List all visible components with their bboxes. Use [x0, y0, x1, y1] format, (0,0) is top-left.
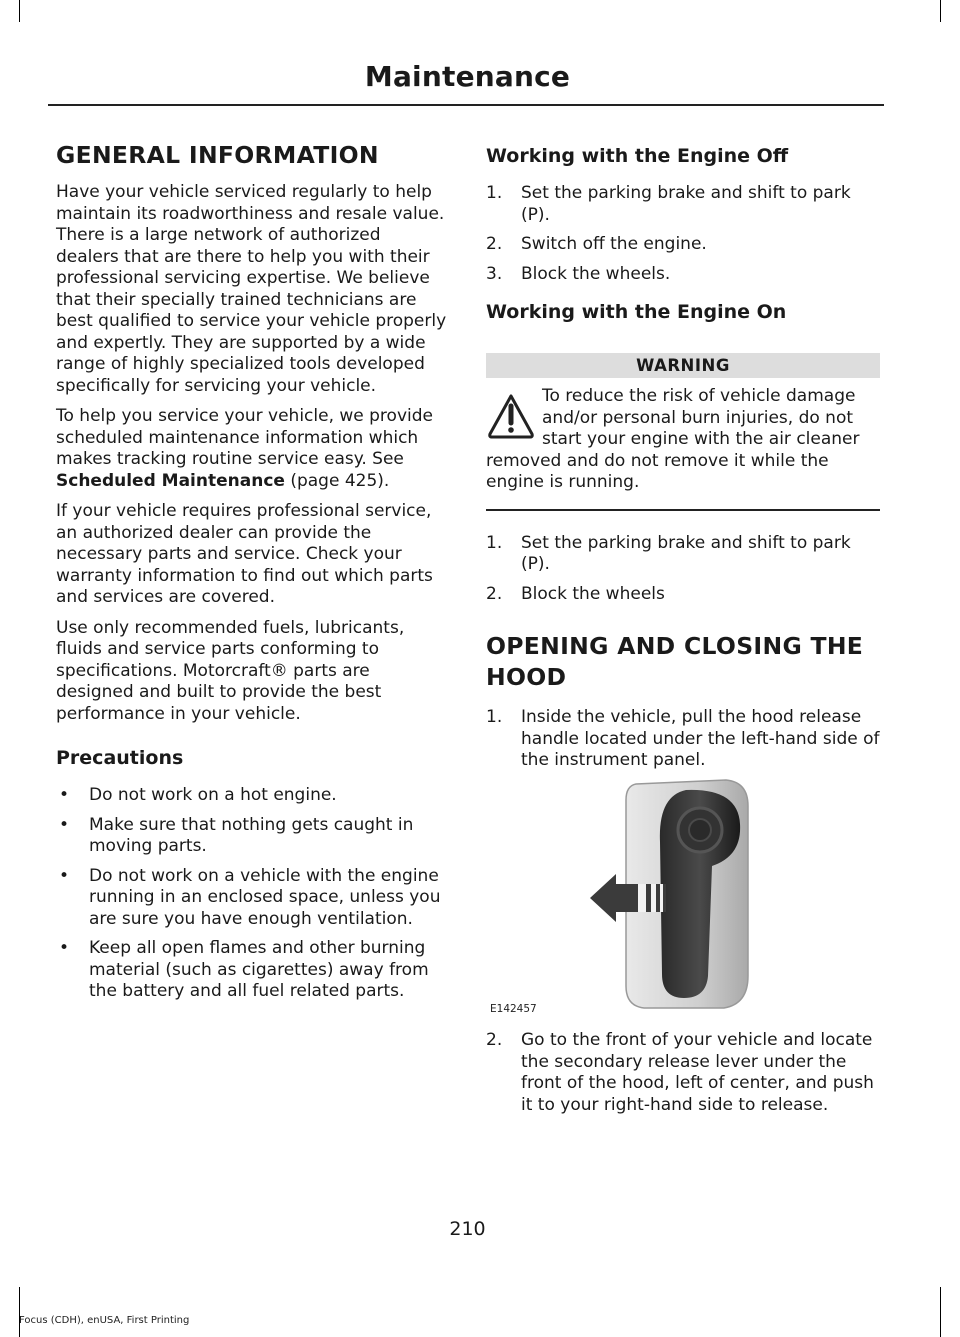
- precautions-list: [56, 785, 448, 1003]
- engine-off-steps: [486, 183, 880, 285]
- list-item: 1. Inside the vehicle, pull the hood release handle located under the left-hand side of the instrument panel.: [486, 707, 880, 770]
- bullet: •: [59, 814, 70, 835]
- paragraph: Use only recommended fuels, lubricants, fluids and service parts conforming to specifications. Motorcraft® parts are designed and built to provide the best performance in your vehicle.: [56, 617, 405, 724]
- list-item: 2. Block the wheels: [486, 583, 665, 604]
- paragraph: To help you service your vehicle, we provide scheduled maintenance information which makes tracking routine service easy. See Scheduled Maintenance (page 425).: [56, 406, 433, 491]
- header-divider: [48, 104, 884, 106]
- crop-mark: [19, 0, 20, 22]
- crop-mark: [19, 1287, 20, 1337]
- list-item: 2. Go to the front of your vehicle and locate the secondary release lever under the front of the hood, left of center, and push it to your right-hand side to release.: [486, 1030, 874, 1115]
- hood-steps: [486, 707, 880, 772]
- right-column: [486, 143, 880, 780]
- list-item: • Do not work on a hot engine.: [59, 785, 337, 805]
- hood-step-2-container: [486, 1030, 880, 1124]
- hood-release-handle-illustration: [486, 776, 880, 1020]
- list-item: 3. Block the wheels.: [486, 263, 671, 284]
- figure-code: E142457: [490, 1003, 537, 1015]
- bullet: •: [59, 785, 70, 805]
- warning-divider: [486, 509, 880, 511]
- engine-on-steps: [486, 533, 880, 606]
- crop-mark: [940, 1287, 941, 1337]
- list-item: • Do not work on a vehicle with the engine running in an enclosed space, unless you are sure you have enough ventilation.: [59, 865, 441, 929]
- hood-steps-continued: [486, 1030, 880, 1116]
- paragraph: Have your vehicle serviced regularly to help maintain its roadworthiness and resale value. There is a large network of authorized dealers that are there to help you with their professional servicing expertise. We believe that their specially trained technicians are best qualified to service your vehicle properly and expertly. They are supported by a wide range of highly specialized tools developed specifically for servicing your vehicle.: [56, 182, 447, 396]
- section-heading-hood: OPENING AND CLOSING THE HOOD: [486, 632, 864, 691]
- subheading-engine-off: Working with the Engine Off: [486, 145, 789, 167]
- list-item: • Make sure that nothing gets caught in moving parts.: [59, 814, 414, 856]
- section-heading-general-information: GENERAL INFORMATION: [56, 141, 379, 169]
- crop-mark: [940, 0, 941, 22]
- list-item: 1. Set the parking brake and shift to park (P).: [486, 532, 851, 574]
- warning-label: WARNING: [486, 353, 880, 378]
- cross-reference-link[interactable]: Scheduled Maintenance: [56, 470, 285, 491]
- paragraph: If your vehicle requires professional service, an authorized dealer can provide the necessary parts and service. Check your warranty information to find out which parts and services are covered.: [56, 501, 433, 607]
- footer-text: Focus (CDH), enUSA, First Printing: [19, 1315, 190, 1326]
- bullet: •: [59, 865, 70, 886]
- warning-text: To reduce the risk of vehicle damage and/or personal burn injuries, do not start your engine with the air cleaner removed and do not remove it while the engine is running.: [486, 386, 860, 492]
- list-item: 2. Switch off the engine.: [486, 234, 707, 254]
- list-item: 1. Set the parking brake and shift to park (P).: [486, 183, 851, 225]
- page-title: Maintenance: [364, 60, 571, 93]
- warning-box: [486, 386, 880, 494]
- warning-triangle-icon: [486, 390, 536, 446]
- subheading-engine-on: Working with the Engine On: [486, 301, 787, 323]
- left-column: [56, 140, 448, 1011]
- bullet: •: [59, 938, 70, 958]
- list-item: • Keep all open flames and other burning material (such as cigarettes) away from the battery and all fuel related parts.: [59, 938, 429, 1001]
- subheading-precautions: Precautions: [56, 747, 184, 769]
- page-number: 210: [449, 1218, 486, 1240]
